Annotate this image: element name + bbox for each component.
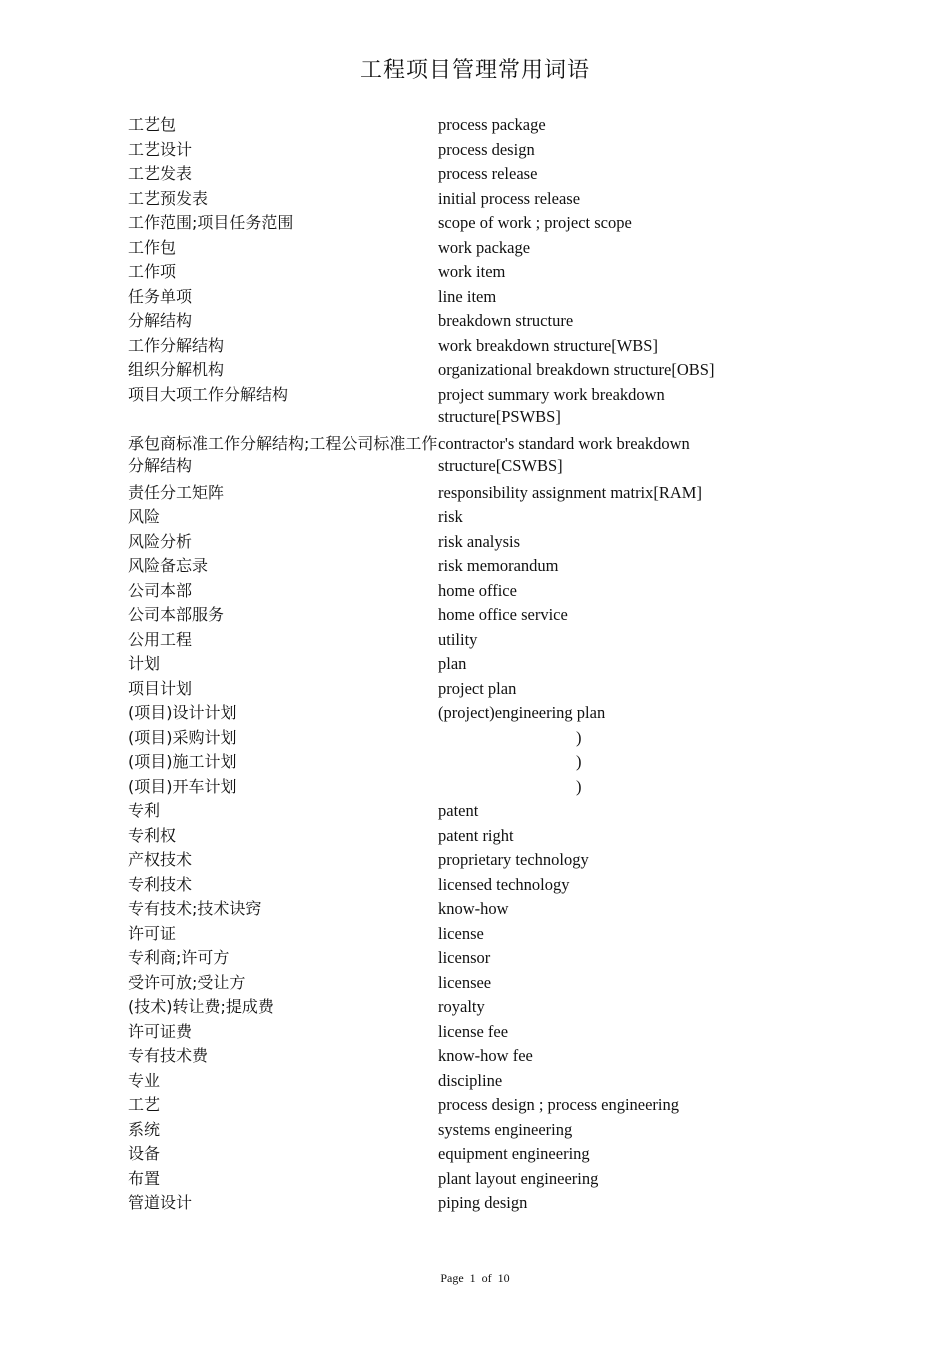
glossary-row	[128, 1094, 788, 1119]
english-term: initial process release	[438, 188, 581, 208]
glossary-row	[128, 727, 788, 752]
glossary-row	[128, 604, 788, 629]
english-term: process design ; process engineering	[438, 1095, 680, 1114]
chinese-term: 工艺包	[128, 115, 177, 134]
glossary-row	[128, 286, 788, 311]
closing-parenthesis: )	[576, 776, 582, 796]
glossary-row	[128, 237, 788, 262]
chinese-term: 工作分解结构	[128, 335, 225, 355]
glossary-row	[128, 261, 788, 286]
english-term: patent	[438, 801, 479, 820]
glossary-row	[128, 359, 788, 384]
glossary-row	[128, 188, 788, 213]
chinese-term: 风险	[128, 507, 161, 526]
chinese-term: (项目)采购计划	[128, 727, 237, 747]
page-footer: Page 1 of 10	[440, 1271, 510, 1285]
english-term: process release	[438, 164, 538, 183]
chinese-term: 责任分工矩阵	[128, 482, 225, 502]
chinese-term: 设备	[128, 1144, 161, 1163]
english-term: work package	[438, 237, 531, 257]
english-term: know-how	[438, 899, 509, 918]
glossary-row	[128, 1168, 788, 1193]
chinese-term: 项目计划	[128, 678, 193, 698]
chinese-term: 公司本部	[128, 580, 193, 600]
chinese-term: 受许可放;受让方	[128, 972, 246, 992]
chinese-term: 承包商标准工作分解结构;工程公司标准工作分解结构	[128, 433, 438, 475]
chinese-term: 专利技术	[128, 874, 193, 894]
glossary-row	[128, 1143, 788, 1168]
chinese-term: (技术)转让费;提成费	[128, 997, 274, 1016]
chinese-term: 专有技术;技术诀窍	[128, 899, 262, 918]
glossary-row	[128, 825, 788, 850]
glossary-row	[128, 702, 788, 727]
chinese-term: 项目大项工作分解结构	[128, 384, 289, 404]
glossary-row	[128, 531, 788, 556]
chinese-term: (项目)设计计划	[128, 703, 237, 722]
english-term: license fee	[438, 1021, 509, 1041]
english-term: discipline	[438, 1070, 503, 1090]
english-term: piping design	[438, 1193, 528, 1212]
glossary-row	[128, 947, 788, 972]
chinese-term: 专利权	[128, 825, 177, 845]
english-term	[438, 776, 738, 799]
english-term: home office	[438, 580, 517, 600]
glossary-row	[128, 1070, 788, 1095]
glossary-row	[128, 580, 788, 605]
closing-parenthesis: )	[576, 752, 582, 771]
chinese-term: 系统	[128, 1119, 161, 1139]
chinese-term: 工艺	[128, 1095, 161, 1114]
chinese-term: 许可证费	[128, 1021, 193, 1041]
glossary-row	[128, 310, 788, 335]
english-term: process design	[438, 139, 535, 159]
page-title: 工程项目管理常用词语	[359, 58, 590, 83]
chinese-term: (项目)开车计划	[128, 776, 237, 796]
english-term: proprietary technology	[438, 850, 589, 869]
glossary-row	[128, 139, 788, 164]
glossary-row	[128, 898, 788, 923]
glossary-table	[128, 114, 788, 1217]
english-term: work breakdown structure[WBS]	[438, 335, 658, 355]
english-term: royalty	[438, 997, 485, 1016]
chinese-term: 风险分析	[128, 531, 193, 551]
glossary-row	[128, 923, 788, 948]
glossary-row	[128, 1192, 788, 1217]
chinese-term: 专业	[128, 1070, 161, 1090]
glossary-row	[128, 163, 788, 188]
chinese-term: 风险备忘录	[128, 556, 209, 575]
chinese-term: 工艺预发表	[128, 188, 209, 208]
english-term: risk analysis	[438, 531, 521, 551]
english-term: contractor's standard work breakdown structure[CSWBS]	[438, 433, 690, 475]
english-term: scope of work ; project scope	[438, 213, 632, 232]
english-term: systems engineering	[438, 1119, 573, 1139]
glossary-row	[128, 433, 788, 482]
glossary-row	[128, 1119, 788, 1144]
glossary-row	[128, 653, 788, 678]
english-term: licensor	[438, 948, 491, 967]
english-term: home office service	[438, 605, 568, 624]
chinese-term: 专利商;许可方	[128, 948, 230, 967]
glossary-row	[128, 874, 788, 899]
chinese-term: 专利	[128, 801, 161, 820]
chinese-term: 产权技术	[128, 850, 193, 869]
english-term: organizational breakdown structure[OBS]	[438, 360, 715, 379]
english-term: plan	[438, 654, 467, 673]
glossary-row	[128, 776, 788, 801]
english-term	[438, 751, 738, 774]
glossary-row	[128, 800, 788, 825]
english-term: line item	[438, 286, 497, 306]
english-term: (project)engineering plan	[438, 703, 606, 722]
glossary-row	[128, 1045, 788, 1070]
chinese-term: 任务单项	[128, 286, 193, 306]
english-term: equipment engineering	[438, 1144, 590, 1163]
english-term: breakdown structure	[438, 311, 574, 330]
glossary-row	[128, 972, 788, 997]
glossary-row	[128, 114, 788, 139]
english-term: responsibility assignment matrix[RAM]	[438, 482, 702, 502]
chinese-term: 组织分解机构	[128, 360, 225, 379]
glossary-row	[128, 849, 788, 874]
english-term: licensed technology	[438, 874, 570, 894]
chinese-term: 许可证	[128, 923, 177, 943]
english-term: license	[438, 923, 484, 943]
english-term: utility	[438, 629, 478, 649]
glossary-row	[128, 678, 788, 703]
glossary-row	[128, 1021, 788, 1046]
glossary-row	[128, 555, 788, 580]
english-term: risk	[438, 507, 463, 526]
chinese-term: 管道设计	[128, 1193, 193, 1212]
chinese-term: 工作范围;项目任务范围	[128, 213, 294, 232]
glossary-row	[128, 212, 788, 237]
english-term: know-how fee	[438, 1046, 533, 1065]
chinese-term: 分解结构	[128, 311, 193, 330]
english-term: work item	[438, 262, 506, 281]
closing-parenthesis: )	[576, 727, 582, 747]
english-term: project plan	[438, 678, 517, 698]
chinese-term: 公司本部服务	[128, 605, 225, 624]
english-term	[438, 727, 738, 750]
chinese-term: 工艺设计	[128, 139, 193, 159]
english-term: plant layout engineering	[438, 1168, 599, 1188]
glossary-row	[128, 996, 788, 1021]
chinese-term: 公用工程	[128, 629, 193, 649]
chinese-term: 专有技术费	[128, 1046, 209, 1065]
glossary-row	[128, 751, 788, 776]
glossary-row	[128, 482, 788, 507]
chinese-term: (项目)施工计划	[128, 752, 237, 771]
english-term: risk memorandum	[438, 556, 559, 575]
english-term: project summary work breakdown structure[PSWBS]	[438, 384, 665, 426]
chinese-term: 工艺发表	[128, 164, 193, 183]
glossary-row	[128, 384, 788, 433]
chinese-term: 工作项	[128, 262, 177, 281]
english-term: licensee	[438, 972, 492, 992]
glossary-row	[128, 629, 788, 654]
glossary-row	[128, 506, 788, 531]
chinese-term: 工作包	[128, 237, 177, 257]
glossary-row	[128, 335, 788, 360]
chinese-term: 布置	[128, 1168, 161, 1188]
english-term: patent right	[438, 825, 514, 845]
chinese-term: 计划	[128, 654, 161, 673]
english-term: process package	[438, 115, 546, 134]
